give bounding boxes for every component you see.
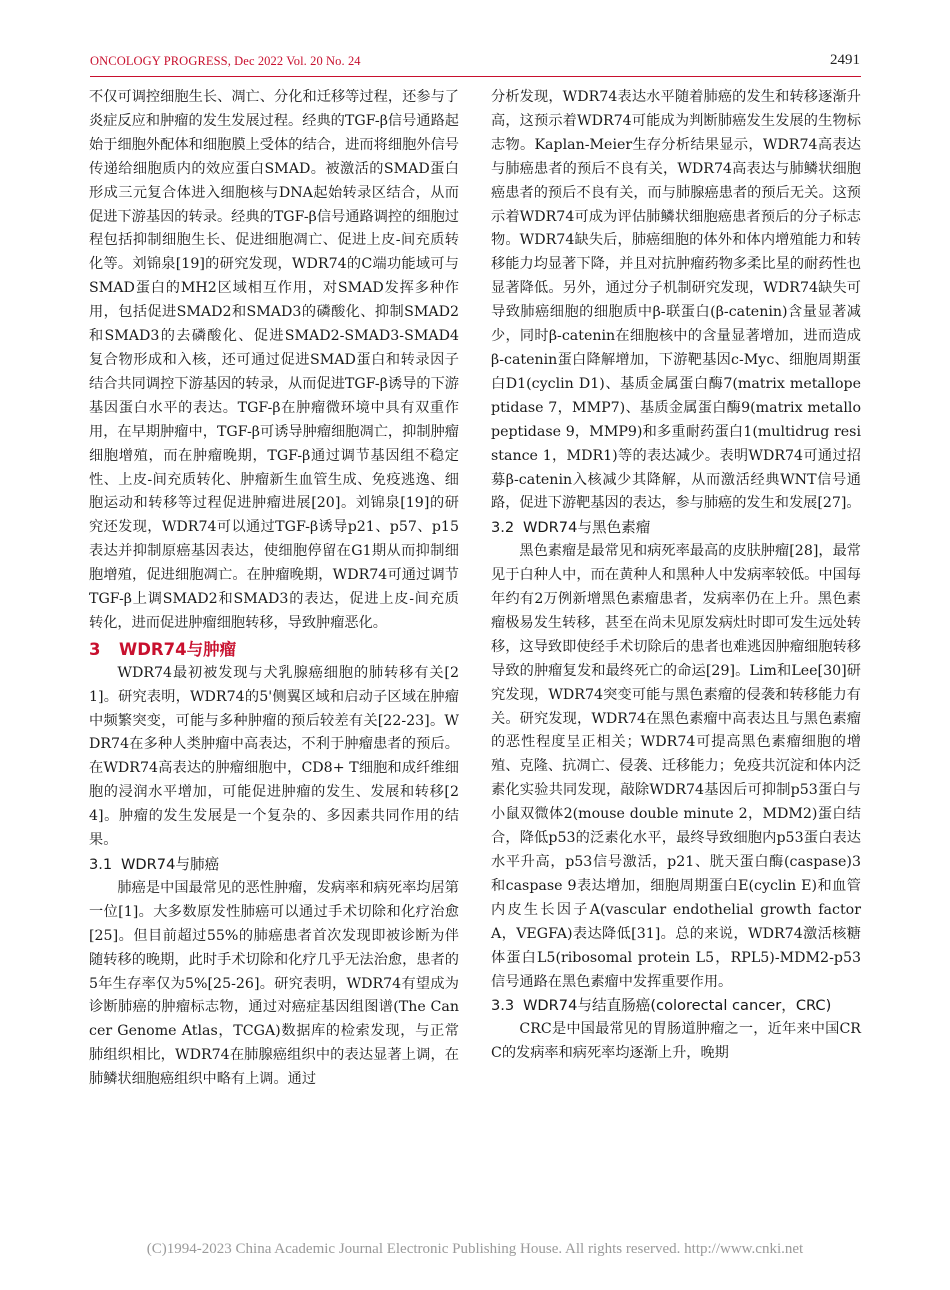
subsection-title: WDR74与黑色素瘤 xyxy=(523,519,651,537)
section-heading xyxy=(89,638,459,662)
subsection-number: 3.2 xyxy=(491,519,515,537)
subsection-heading xyxy=(491,516,861,540)
paragraph: WDR74最初被发现与犬乳腺癌细胞的肺转移有关[21]。研究表明，WDR74的5'侧翼区域和启动子区域在肿瘤中频繁突变，可能与多种肿瘤的预后较差有关[22-23]。WDR74在多种人类肿瘤中高表达，不利于肿瘤患者的预后。在WDR74高表达的肿瘤细胞中，CD8+ T细胞和成纤维细胞的浸润水平增加，可能促进肿瘤的发生、发展和转移[24]。肿瘤的发生发展是一个复杂的、多因素共同作用的结果。 xyxy=(89,664,459,849)
subsection-heading xyxy=(491,994,861,1018)
copyright-footer: (C)1994-2023 China Academic Journal Electronic Publishing House. All rights reserved. http://www.cnki.net xyxy=(146,1241,804,1257)
right-column xyxy=(491,86,861,1066)
subsection-heading xyxy=(89,853,459,877)
paragraph: 分析发现，WDR74表达水平随着肺癌的发生和转移逐渐升高，这预示着WDR74可能成为判断肺癌发生发展的生物标志物。Kaplan-Meier生存分析结果显示，WDR74高表达与肺癌患者的预后不良有关，WDR74高表达与肺鳞状细胞癌患者的预后不良有关，而与肺腺癌患者的预后无关。这预示着WDR74可成为评估肺鳞状细胞癌患者预后的分子标志物。WDR74缺失后，肺癌细胞的体外和体内增殖能力和转移能力均显著下降，并且对抗肿瘤药物多柔比星的耐药性也显著降低。另外，通过分子机制研究发现，WDR74缺失可导致肺癌细胞的细胞质中β-联蛋白(β-catenin)含量显著减少，同时β-catenin在细胞核中的含量显著增加，进而造成β-catenin蛋白降解增加，下游靶基因c-Myc、细胞周期蛋白D1(cyclin D1)、基质金属蛋白酶7(matrix metallopeptidase 7，MMP7)、基质金属蛋白酶9(matrix metallopeptidase 9，MMP9)和多重耐药蛋白1(multidrug resistance 1，MDR1)等的表达减少。表明WDR74可通过招募β-catenin入核减少其降解，从而激活经典WNT信号通路，促进下游靶基因的表达，参与肺癌的发生和发展[27]。 xyxy=(491,89,861,512)
paragraph: 肺癌是中国最常见的恶性肿瘤，发病率和病死率均居第一位[1]。大多数原发性肺癌可以通过手术切除和化疗治愈[25]。但目前超过55%的肺癌患者首次发现即被诊断为伴随转移的晚期，此时手术切除和化疗几乎无法治愈，患者的5年生存率仅为5%[25-26]。研究表明，WDR74有望成为诊断肺癌的肿瘤标志物，通过对癌症基因组图谱(The Cancer Genome Atlas，TCGA)数据库的检索发现，与正常肺组织相比，WDR74在肺腺癌组织中的表达显著上调，在肺鳞状细胞癌组织中略有上调。通过 xyxy=(89,879,459,1088)
section-title: WDR74与肿瘤 xyxy=(119,639,237,659)
subsection-number: 3.3 xyxy=(491,997,515,1015)
paragraph: 不仅可调控细胞生长、凋亡、分化和迁移等过程，还参与了炎症反应和肿瘤的发生发展过程。经典的TGF-β信号通路起始于细胞外配体和细胞膜上受体的结合，进而将细胞外信号传递给细胞质内的效应蛋白SMAD。被激活的SMAD蛋白形成三元复合体进入细胞核与DNA起始转录区结合，从而促进下游基因的转录。经典的TGF-β信号通路调控的细胞过程包括抑制细胞生长、促进细胞凋亡、促进上皮-间充质转化等。刘锦泉[19]的研究发现，WDR74的C端功能域可与SMAD蛋白的MH2区域相互作用，对SMAD发挥多种作用，包括促进SMAD2和SMAD3的磷酸化、抑制SMAD2和SMAD3的去磷酸化、促进SMAD2-SMAD3-SMAD4复合物形成和入核，还可通过促进SMAD蛋白和转录因子结合共同调控下游基因的转录，从而促进TGF-β诱导的下游基因蛋白水平的表达。TGF-β在肿瘤微环境中具有双重作用，在早期肿瘤中，TGF-β可诱导肿瘤细胞凋亡，抑制肿瘤细胞增殖，而在肿瘤晚期，TGF-β通过调节基因组不稳定性、上皮-间充质转化、肿瘤新生血管生成、免疫逃逸、细胞运动和转移等过程促进肿瘤进展[20]。刘锦泉[19]的研究还发现，WDR74可以通过TGF-β诱导p21、p57、p15表达并抑制原癌基因表达，使细胞停留在G1期从而抑制细胞增殖，促进细胞凋亡。在肿瘤晚期，WDR74可通过调节TGF-β上调SMAD2和SMAD3的表达，促进上皮-间充质转化，进而促进肿瘤细胞转移，导致肿瘤恶化。 xyxy=(89,89,459,631)
paragraph: CRC是中国最常见的胃肠道肿瘤之一，近年来中国CRC的发病率和病死率均逐渐上升，晚期 xyxy=(491,1021,861,1062)
header-rule xyxy=(90,76,861,77)
page-header xyxy=(90,54,860,74)
subsection-title: WDR74与结直肠癌(colorectal cancer，CRC) xyxy=(523,997,832,1015)
journal-citation: ONCOLOGY PROGRESS, Dec 2022 Vol. 20 No. 24 xyxy=(90,54,361,68)
section-number: 3 xyxy=(89,639,101,659)
subsection-title: WDR74与肺癌 xyxy=(121,856,220,873)
subsection-number: 3.1 xyxy=(89,856,113,873)
paragraph: 黑色素瘤是最常见和病死率最高的皮肤肿瘤[28]，最常见于白种人中，而在黄种人和黑种人中发病率较低。中国每年约有2万例新增黑色素瘤患者，发病率仍在上升。黑色素瘤极易发生转移，甚至在尚未见原发病灶时即可发生远处转移，这导致即使经手术切除后的患者也难逃因肿瘤细胞转移导致的肿瘤复发和最终死亡的命运[29]。Lim和Lee[30]研究发现，WDR74突变可能与黑色素瘤的侵袭和转移能力有关。研究发现，WDR74在黑色素瘤中高表达且与黑色素瘤的恶性程度呈正相关；WDR74可提高黑色素瘤细胞的增殖、克隆、抗凋亡、侵袭、迁移能力；免疫共沉淀和体内泛素化实验共同发现，敲除WDR74基因后可抑制p53蛋白与小鼠双微体2(mouse double minute 2，MDM2)蛋白结合，降低p53的泛素化水平，最终导致细胞内p53蛋白表达水平升高，p53信号激活，p21、胱天蛋白酶(caspase)3和caspase 9表达增加，细胞周期蛋白E(cyclin E)和血管内皮生长因子A(vascular endothelial growth factor A，VEGFA)表达降低[31]。总的来说，WDR74激活核糖体蛋白L5(ribosomal protein L5，RPL5)-MDM2-p53信号通路在黑色素瘤中发挥重要作用。 xyxy=(491,543,861,990)
page-number: 2491 xyxy=(830,52,860,68)
left-column xyxy=(89,86,459,1092)
